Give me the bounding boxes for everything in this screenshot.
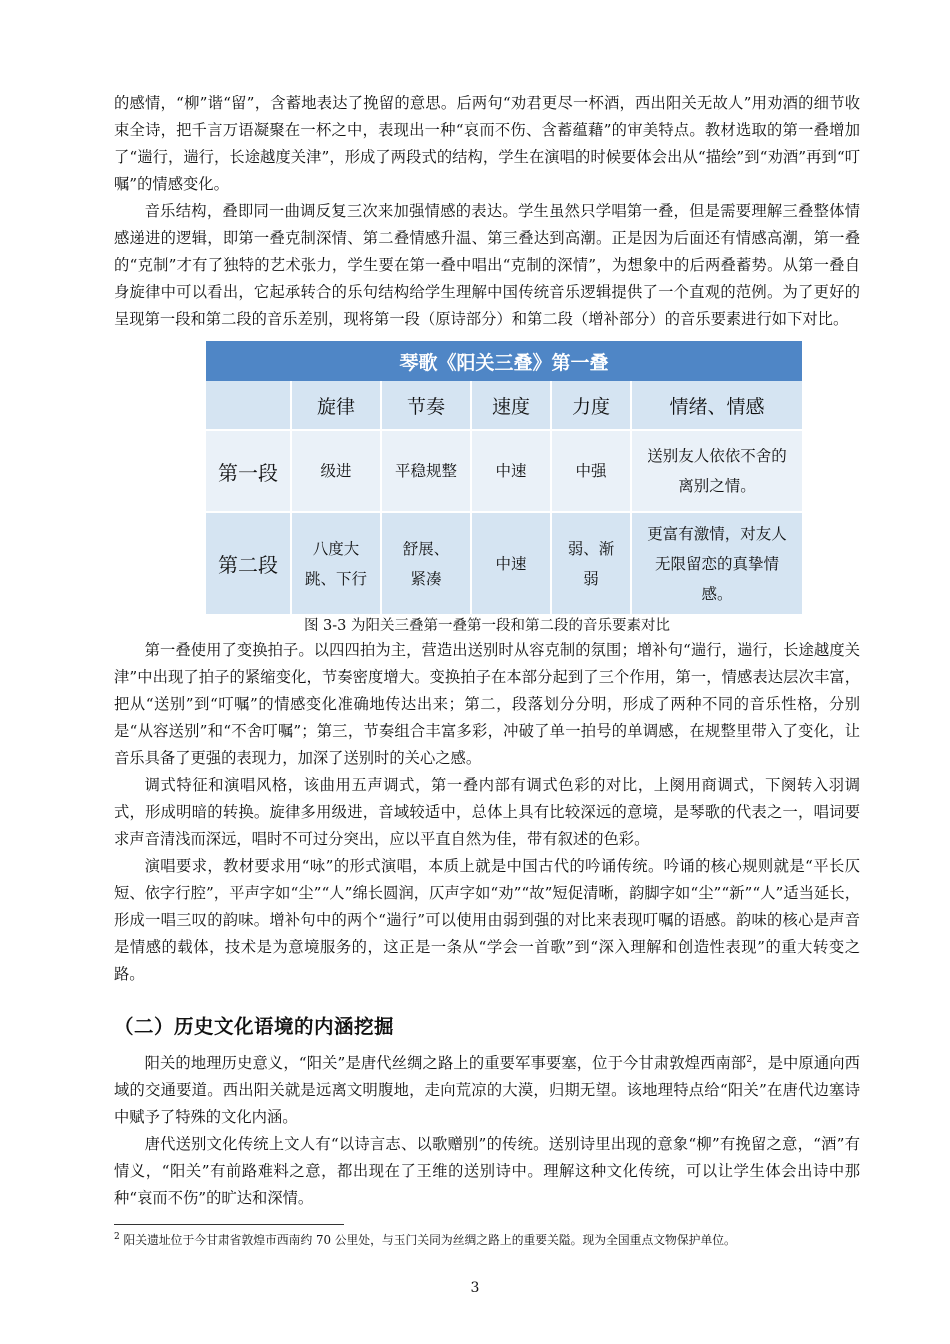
paragraph-meter: 第一叠使用了变换拍子。以四四拍为主，营造出送别时从容克制的氛围；增补句“遄行，遄行，长途越度关津”中出现了拍子的紧缩变化，节奏密度增大。变换拍子在本部分起到了三个作用，第一，情感表达层次丰富，把从“送别”到“叮嘱”的情感变化准确地传达出来；第二，段落划分分明，形成了两种不同的音乐性格，分别是“从容送别”和“不舍叮嘱”；第三，节奏组合丰富多彩，冲破了单一拍号的单调感，在规整里带入了变化，让音乐具备了更强的表现力，加深了送别时的关心之感。	[114, 641, 860, 767]
top-text-block	[114, 90, 860, 333]
header-cell-melody: 旋律	[290, 381, 380, 429]
header-cell-dynamics: 力度	[550, 381, 630, 429]
footnote-reference: 2	[746, 1054, 753, 1065]
table-cell: 更富有激情，对友人无限留恋的真挚情感。	[630, 513, 802, 614]
paragraph-text-part-1: 阳关的地理历史意义，“阳关”是唐代丝绸之路上的重要军事要塞，位于今甘肃敦煌西南部	[144, 1054, 747, 1072]
figure-caption: 图 3-3 为阳关三叠第一叠第一段和第二段的音乐要素对比	[303, 618, 671, 634]
bottom-text-block	[114, 1050, 860, 1212]
table-cell: 中速	[470, 431, 550, 511]
paragraph-music-structure: 音乐结构，叠即同一曲调反复三次来加强情感的表达。学生虽然只学唱第一叠，但是需要理解三叠整体情感递进的逻辑，即第一叠克制深情、第二叠情感升温、第三叠达到高潮。正是因为后面还有情感高潮，第一叠的“克制”才有了独特的艺术张力，学生要在第一叠中唱出“克制的深情”，为想象中的后两叠蓄势。从第一叠自身旋律中可以看出，它起承转合的乐句结构给学生理解中国传统音乐逻辑提供了一个直观的范例。为了更好的呈现第一段和第二段的音乐差别，现将第一段（原诗部分）和第二段（增补部分）的音乐要素进行如下对比。	[114, 202, 860, 328]
table-cell: 平稳规整	[380, 431, 470, 511]
paragraph-mode-style: 调式特征和演唱风格，该曲用五声调式，第一叠内部有调式色彩的对比，上阕用商调式，下阕转入羽调式，形成明暗的转换。旋律多用级进，音域较适中，总体上具有比较深远的意境，是琴歌的代表之一，唱词要求声音清浅而深远，唱时不可过分突出，应以平直自然为佳，带有叙述的色彩。	[114, 776, 860, 848]
table-cell: 八度大跳、下行	[290, 513, 380, 614]
header-cell-empty	[206, 381, 290, 429]
table-row	[206, 429, 802, 511]
paragraph-yangguan-geography	[114, 1050, 860, 1131]
table-cell: 中速	[470, 513, 550, 614]
footnote-number: 2	[114, 1232, 120, 1243]
table-row	[206, 511, 802, 614]
header-cell-rhythm: 节奏	[380, 381, 470, 429]
table-cell: 舒展、紧凑	[380, 513, 470, 614]
row-label-section-2: 第二段	[218, 553, 278, 577]
middle-text-block	[114, 637, 860, 988]
paragraph-text-part-2: ，是中原通向西域的交通要道。西出阳关就是远离文明腹地，走向荒凉的大漠，归期无望。该地理特点给“阳关”在唐代边塞诗中赋予了特殊的文化内涵。	[114, 1054, 860, 1126]
footnote-divider	[114, 1224, 344, 1225]
table-cell: 级进	[290, 431, 380, 511]
paragraph-farewell-culture: 唐代送别文化传统上文人有“以诗言志、以歌赠别”的传统。送别诗里出现的意象“柳”有挽留之意，“酒”有情义，“阳关”有前路难料之意，都出现在了王维的送别诗中。理解这种文化传统，可以让学生体会出诗中那种“哀而不伤”的旷达和深情。	[114, 1135, 860, 1207]
comparison-table	[206, 341, 802, 612]
table-header-row	[206, 381, 802, 429]
table-cell: 中强	[550, 431, 630, 511]
footnote	[114, 1231, 860, 1249]
paragraph-continuation: 的感情，“柳”谐“留”，含蓄地表达了挽留的意思。后两句“劝君更尽一杯酒，西出阳关无故人”用劝酒的细节收束全诗，把千言万语凝聚在一杯之中，表现出一种“哀而不伤、含蓄蕴藉”的审美特点。教材选取的第一叠增加了“遄行，遄行，长途越度关津”，形成了两段式的结构，学生在演唱的时候要体会出从“描绘”到“劝酒”再到“叮嘱”的情感变化。	[114, 94, 860, 193]
page-number: 3	[470, 1280, 480, 1296]
paragraph-singing-requirements: 演唱要求，教材要求用“咏”的形式演唱，本质上就是中国古代的吟诵传统。吟诵的核心规则就是“平长仄短、依字行腔”，平声字如“尘”“人”绵长圆润，仄声字如“劝”“故”短促清晰，韵脚字如“尘”“新”“人”适当延长，形成一唱三叹的韵味。增补句中的两个“遄行”可以使用由弱到强的对比来表现叮嘱的语感。韵味的核心是声音是情感的载体，技术是为意境服务的，这正是一条从“学会一首歌”到“深入理解和创造性表现”的重大转变之路。	[114, 857, 860, 983]
header-cell-tempo: 速度	[470, 381, 550, 429]
table-cell: 弱、渐弱	[550, 513, 630, 614]
table-cell: 送别友人依依不舍的离别之情。	[630, 431, 802, 511]
table-title: 琴歌《阳关三叠》第一叠	[206, 341, 802, 381]
header-cell-emotion: 情绪、情感	[630, 381, 802, 429]
section-heading: （二）历史文化语境的内涵挖掘	[114, 1015, 395, 1038]
row-label-section-1: 第一段	[218, 460, 278, 485]
footnote-text: 阳关遗址位于今甘肃省敦煌市西南约 70 公里处，与玉门关同为丝绸之路上的重要关隘。现为全国重点文物保护单位。	[123, 1233, 736, 1247]
